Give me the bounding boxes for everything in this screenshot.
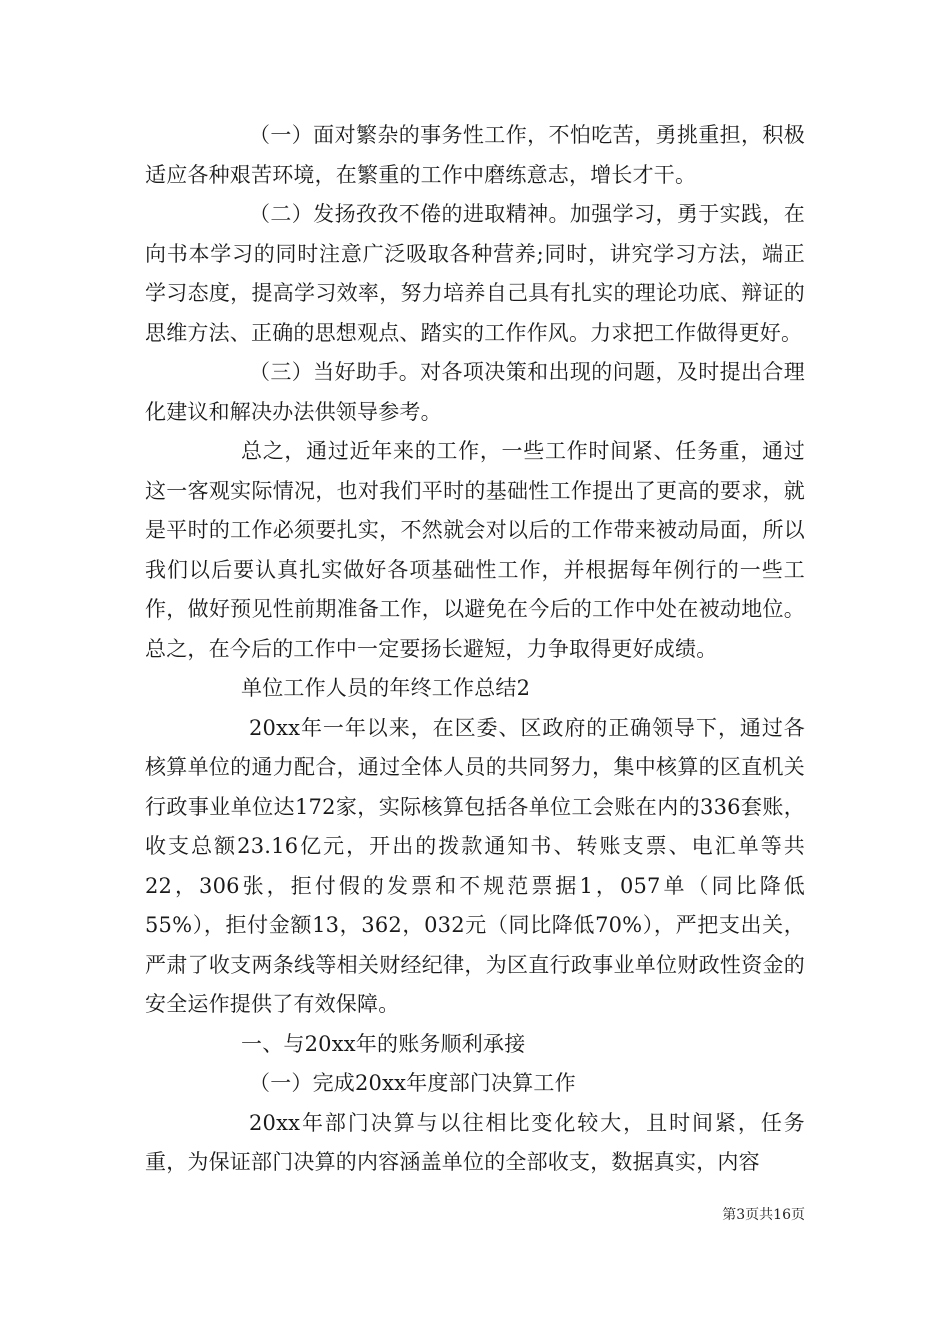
paragraph-annual-overview: 20xx年一年以来，在区委、区政府的正确领导下，通过各核算单位的通力配合，通过全体人员的共同努力，集中核算的区直机关行政事业单位达172家，实际核算包括各单位工会账在内的336套账，收支总额23.16亿元，开出的拨款通知书、转账支票、电汇单等共22，306张，拒付假的发票和不规范票据1，057单（同比降低55%），拒付金额13，362，032元（同比降低70%），严把支出关，严肃了收支两条线等相关财经纪律，为区直行政事业单位财政性资金的安全运作提供了有效保障。 (145, 715, 805, 1016)
paragraph-summary: 总之，通过近年来的工作，一些工作时间紧、任务重，通过这一客观实际情况，也对我们平时的基础性工作提出了更高的要求，就是平时的工作必须要扎实，不然就会对以后的工作带来被动局面，所以我们以后要认真扎实做好各项基础性工作，并根据每年例行的一些工作，做好预见性前期准备工作，以避免在今后的工作中处在被动地位。总之，在今后的工作中一定要扬长避短，力争取得更好成绩。 (145, 439, 805, 661)
heading-account-handover: 一、与20xx年的账务顺利承接 (241, 1031, 526, 1056)
document-body (145, 116, 805, 1183)
heading-summary-2: 单位工作人员的年终工作总结2 (241, 676, 531, 700)
paragraph-section-3: （三）当好助手。对各项决策和出现的问题，及时提出合理化建议和解决办法供领导参考。 (145, 360, 805, 424)
paragraph-final-accounts: 20xx年部门决算与以往相比变化较大，且时间紧，任务重，为保证部门决算的内容涵盖单位的全部收支，数据真实，内容 (145, 1110, 805, 1174)
page-number-footer: 第3页共16页 (722, 1207, 805, 1223)
heading-final-accounts: （一）完成20xx年度部门决算工作 (249, 1071, 576, 1095)
paragraph-section-2: （二）发扬孜孜不倦的进取精神。加强学习，勇于实践，在向书本学习的同时注意广泛吸取各种营养;同时，讲究学习方法，端正学习态度，提高学习效率，努力培养自己具有扎实的理论功底、辩证的思维方法、正确的思想观点、踏实的工作作风。力求把工作做得更好。 (145, 202, 805, 345)
paragraph-section-1: （一）面对繁杂的事务性工作，不怕吃苦，勇挑重担，积极适应各种艰苦环境，在繁重的工作中磨练意志，增长才干。 (145, 123, 805, 187)
